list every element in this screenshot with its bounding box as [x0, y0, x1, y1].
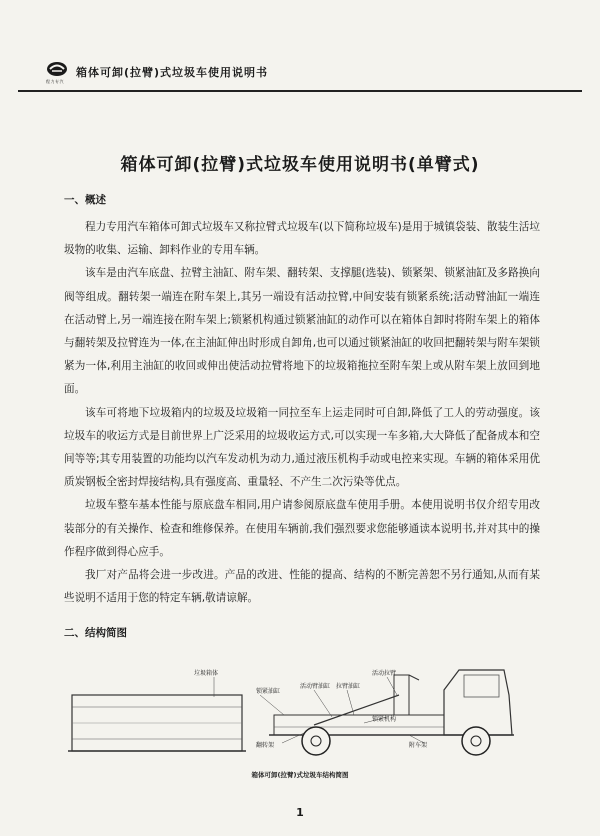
label-main-cylinder: 拉臂油缸 — [336, 683, 361, 690]
diagram-caption: 箱体可卸(拉臂)式垃圾车结构简图 — [251, 771, 349, 779]
paragraph: 垃圾车整车基本性能与原底盘车相同,用户请参阅原底盘车使用手册。本使用说明书仅介绍专用改装部分的有关操作、检查和维修保养。在使用车辆前,我们强烈要求您能够通读本说明书,并对其中的操作程序做到得心应手。 — [64, 499, 540, 558]
paragraph: 我厂对产品将会进一步改进。产品的改进、性能的提高、结构的不断完善恕不另行通知,从而有某些说明不适用于您的特定车辆,敬请谅解。 — [64, 569, 540, 605]
garbage-bin-drawing — [68, 695, 246, 751]
section-heading-overview: 一、概述 — [64, 194, 106, 206]
label-active-arm: 活动拉臂 — [372, 670, 397, 677]
overview-body — [64, 216, 540, 610]
structure-diagram — [64, 655, 544, 765]
label-lock-cylinder: 锁紧油缸 — [256, 688, 281, 695]
section-heading-structure: 二、结构简图 — [64, 627, 127, 639]
page-number: 1 — [296, 806, 304, 819]
label-arm-cylinder: 活动臂油缸 — [300, 683, 331, 690]
label-lock-mechanism: 锁紧机构 — [372, 716, 397, 723]
paragraph: 该车可将地下垃圾箱内的垃圾及垃圾箱一同拉至车上运走同时可自卸,降低了工人的劳动强度。该垃圾车的收运方式是目前世界上广泛采用的垃圾收运方式,可以实现一车多箱,大大降低了配备成本和空间等等;其专用装置的功能均以汽车发动机为动力,通过液压机构手动或电控来实现。车辆的箱体采用优质炭钢板全密封焊接结构,具有强度高、重量轻、不产生二次污染等优点。 — [64, 406, 540, 489]
label-flip-frame: 翻转架 — [256, 742, 275, 749]
paragraph: 该车是由汽车底盘、拉臂主油缸、附车架、翻转架、支撑腿(选装)、锁紧架、锁紧油缸及多路换向阀等组成。翻转架一端连在附车架上,其另一端设有活动拉臂,中间安装有锁紧系统;活动臂油缸一端连在活动臂上,另一端连接在附车架上;锁紧机构通过锁紧油缸的动作可以在箱体自卸时将附车架上的箱体与翻转架及拉臂连为一体,在主油缸伸出时形成自卸角,也可以通过锁紧油缸的收回把翻转架与附车架锁紧为一体,利用主油缸的收回或伸出使活动拉臂将地下的垃圾箱拖拉至附车架上或从附车架上放回到地面。 — [64, 267, 540, 396]
paragraph: 程力专用汽车箱体可卸式垃圾车又称拉臂式垃圾车(以下简称垃圾车)是用于城镇袋装、散装生活垃圾物的收集、运输、卸料作业的专用车辆。 — [64, 221, 540, 257]
document-title: 箱体可卸(拉臂)式垃圾车使用说明书(单臂式) — [120, 155, 480, 175]
label-garbage-bin: 垃圾箱体 — [194, 670, 219, 677]
running-title: 箱体可卸(拉臂)式垃圾车使用说明书 — [76, 66, 269, 79]
label-sub-frame: 附车架 — [409, 742, 428, 749]
logo-caption: 程力专汽 — [46, 79, 64, 84]
running-header — [18, 58, 582, 92]
